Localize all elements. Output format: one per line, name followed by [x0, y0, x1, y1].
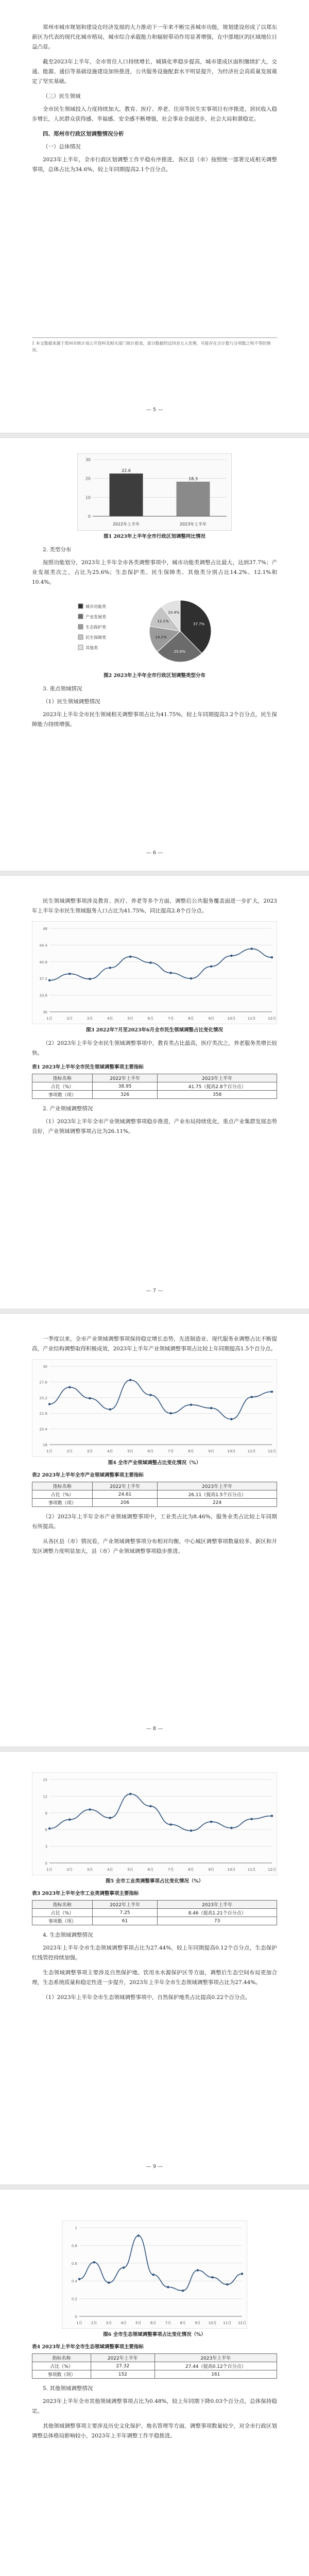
paragraph: 从各区县（市）情况看，产业领域调整事项分布相对均衡，中心城区调整事项数量较多，新区和开发区调整力度明显加大，县（市）产业领域调整事项稳步推进。	[32, 1538, 277, 1554]
table-cell: 224	[158, 1499, 277, 1507]
data-point	[271, 1391, 273, 1393]
data-point	[210, 965, 212, 968]
x-tick-label: 10月	[227, 1016, 236, 1021]
table-header-row	[32, 2354, 277, 2362]
y-tick-label: 27.6	[39, 1380, 47, 1385]
x-tick-label: 2月	[66, 1016, 73, 1021]
table-row	[32, 1917, 277, 1925]
y-tick-label: 48	[43, 927, 47, 931]
x-tick-label: 1月	[46, 1868, 53, 1872]
data-point	[123, 2266, 125, 2268]
x-tick-label: 9月	[208, 1449, 214, 1453]
x-tick-label: 2022年上半年	[112, 522, 140, 527]
data-point	[169, 1823, 171, 1825]
paragraph: 2023年上半年全市生态领域调整事项占比为27.44%，较上年同期提高0.12个百分点，生态保护红线管控持续加强。	[32, 1945, 277, 1961]
table-cell: 152	[91, 2370, 155, 2379]
data-point	[251, 1396, 253, 1398]
data-point	[169, 1412, 171, 1414]
footnote: 1 本文数据来源于郑州市统计局公开资料及相关部门统计报表，部分数据经过四舍五入处理，可能存在合计数与分项数之和不等的情况。	[32, 337, 277, 353]
x-tick-label: 4月	[107, 1016, 113, 1021]
x-tick-label: 3月	[106, 2321, 112, 2325]
page-1	[0, 0, 309, 433]
data-point	[190, 977, 192, 979]
x-tick-label: 1月	[46, 1449, 53, 1453]
table-cell: 24.61	[92, 1490, 157, 1499]
x-tick-label: 10月	[208, 2321, 217, 2325]
x-tick-label: 9月	[195, 2321, 201, 2325]
table-cell: 事项数（项）	[32, 1091, 93, 1099]
page-divider	[0, 1309, 309, 1314]
paragraph: （1）2023年上半年全市产业领域调整事项稳步推进，产业布局持续优化，重点产业集群发展态势良好，产业领域调整事项占比为26.11%。	[32, 1118, 277, 1134]
x-tick-label: 7月	[167, 1868, 174, 1872]
table-cell: 73	[158, 1917, 277, 1925]
x-tick-label: 11月	[223, 2321, 232, 2325]
table-header-cell: 2023年上半年	[158, 1074, 277, 1082]
data-point	[68, 1819, 71, 1821]
data-point	[109, 1817, 111, 1819]
table-header-cell: 2023年上半年	[158, 1901, 277, 1909]
legend-label: 民生保障类	[85, 635, 106, 640]
y-tick-label: 9	[45, 1811, 47, 1816]
data-point	[251, 947, 253, 950]
data-point	[251, 1818, 253, 1820]
y-tick-label: 33.6	[39, 993, 47, 998]
table-header-cell: 2022年上半年	[92, 1074, 157, 1082]
table-row	[32, 2362, 277, 2370]
table-cell: 61	[92, 1917, 157, 1925]
data-point	[149, 1394, 151, 1396]
y-tick-label: 20.4	[39, 1427, 47, 1432]
bar	[177, 482, 210, 516]
table-cell: 38.95	[92, 1082, 157, 1091]
x-tick-label: 1月	[46, 1016, 53, 1021]
subheading: 2. 产业领域调整情况	[43, 1106, 93, 1112]
page-4	[0, 1314, 309, 1747]
subheading: 5. 其他领域调整情况	[43, 2385, 93, 2392]
paragraph: （2）2023年上半年全市民生领域调整事项中，教育类占比最高，医疗类次之，养老服务类增长较快。	[32, 1040, 277, 1056]
legend-label: 其他类	[85, 646, 98, 650]
x-tick-label: 12月	[238, 2321, 246, 2325]
data-point	[210, 1407, 212, 1409]
data-point	[226, 2283, 228, 2285]
table-caption: 表2 2023年上半年全市产业领域调整事项主要指标	[32, 1472, 144, 1478]
chart-caption: 图4 全市产业领域调整占比变化情况（%）	[108, 1460, 201, 1466]
data-point	[138, 2234, 140, 2236]
table-cell: 占比（%）	[32, 1490, 93, 1499]
pie-value-label: 14.2%	[155, 635, 167, 640]
x-tick-label: 12月	[268, 1868, 276, 1872]
pie-value-label: 10.4%	[168, 611, 180, 615]
table-cell: 26.11（提高1.5个百分点）	[158, 1490, 277, 1499]
y-tick-label: 0	[88, 514, 91, 519]
chart-frame	[32, 1772, 277, 1875]
y-tick-label: 0	[75, 2315, 77, 2319]
y-tick-label: 20	[85, 476, 91, 481]
table-row	[32, 2370, 277, 2379]
pie-value-label: 12.1%	[157, 619, 169, 624]
data-point	[230, 1827, 232, 1829]
data-point	[108, 2281, 110, 2283]
table-cell: 358	[158, 1091, 277, 1099]
page-divider	[0, 2184, 309, 2190]
x-tick-label: 2月	[66, 1449, 73, 1453]
data-point	[241, 2273, 243, 2275]
x-tick-label: 8月	[188, 1868, 194, 1872]
table-header-cell: 2022年上半年	[92, 1901, 157, 1909]
table-header-cell: 指标名称	[32, 2354, 91, 2362]
data-point	[210, 1821, 212, 1823]
x-tick-label: 4月	[107, 1868, 113, 1872]
legend-swatch	[78, 614, 83, 619]
data-point	[149, 1805, 151, 1807]
table-cell: 27.32	[91, 2362, 155, 2370]
subheading: 2. 类型分布	[43, 547, 72, 553]
table-caption: 表1 2023年上半年全市民生领域调整事项主要指标	[32, 1064, 144, 1070]
paragraph: （1）2023年上半年全市生态领域调整事项中，自然保护地类占比提高0.22个百分点。	[43, 1994, 251, 2001]
bar	[110, 473, 143, 516]
page-6	[0, 2190, 309, 2576]
x-tick-label: 5月	[127, 1449, 133, 1453]
table-cell: 占比（%）	[32, 2362, 91, 2370]
table-header-cell: 指标名称	[32, 1074, 93, 1082]
x-tick-label: 2月	[66, 1868, 73, 1872]
x-tick-label: 6月	[147, 1016, 154, 1021]
x-tick-label: 10月	[227, 1868, 236, 1872]
x-tick-label: 3月	[87, 1016, 93, 1021]
page-number: — 7 —	[146, 1288, 163, 1294]
table-cell: 206	[92, 1499, 157, 1507]
y-tick-label: 6	[45, 1828, 47, 1833]
table-cell: 占比（%）	[32, 1082, 93, 1091]
table-cell: 161	[154, 2370, 277, 2379]
bar-value-label: 18.3	[188, 476, 198, 481]
page-divider	[0, 1747, 309, 1752]
y-tick-label: 0	[45, 1861, 47, 1866]
data-point	[230, 1418, 232, 1420]
y-tick-label: 0.4	[71, 2279, 77, 2284]
table-header-cell: 2023年上半年	[154, 2354, 277, 2362]
x-tick-label: 7月	[167, 1016, 174, 1021]
table-cell: 41.75（提高2.8个百分点）	[158, 1082, 277, 1091]
x-tick-label: 4月	[107, 1449, 113, 1453]
paragraph: 2023年上半年，全市行政区划调整工作平稳有序推进，各区县（市）按照统一部署完成相关调整事项，总体占比为34.6%，较上年同期提高2.1个百分点。	[32, 157, 277, 173]
table-cell: 事项数（项）	[32, 1499, 93, 1507]
chart-caption: 图1 2023年上半年全市行政区划调整同比情况	[104, 534, 205, 539]
data-point	[190, 1404, 192, 1406]
x-tick-label: 9月	[208, 1016, 214, 1021]
y-tick-label: 25.2	[39, 1396, 47, 1400]
data-point	[211, 2276, 213, 2278]
data-point	[230, 955, 232, 957]
data-table	[32, 1482, 277, 1507]
table-cell: 事项数（项）	[32, 1917, 93, 1925]
y-tick-label: 30	[85, 457, 91, 462]
data-point	[129, 956, 131, 958]
table-row	[32, 1091, 277, 1099]
y-tick-label: 40.8	[39, 960, 47, 964]
page-number: — 8 —	[146, 1726, 163, 1732]
y-tick-label: 0.8	[71, 2244, 77, 2248]
table-caption: 表3 2023年上半年全市工业类调整事项主要指标	[32, 1891, 139, 1896]
x-tick-label: 6月	[147, 1449, 154, 1453]
y-tick-label: 30	[43, 1365, 47, 1369]
section-heading: 四、郑州市行政区划调整情况分析	[43, 131, 124, 137]
data-point	[93, 2261, 95, 2263]
page-divider	[0, 871, 309, 876]
chart-caption: 图5 全市工业类调整事项占比变化情况（%）	[106, 1878, 203, 1884]
legend-label: 城市功能类	[85, 604, 106, 609]
table-row	[32, 1909, 277, 1917]
page-3	[0, 876, 309, 1309]
subheading: （三）民生领域	[43, 93, 81, 99]
data-point	[129, 1793, 131, 1795]
table-cell: 8.46（提高1.21个百分点）	[158, 1909, 277, 1917]
line-chart	[32, 1772, 277, 1875]
table-row	[32, 1499, 277, 1507]
x-tick-label: 9月	[208, 1868, 214, 1872]
x-tick-label: 2023年上半年	[179, 522, 207, 527]
table-cell: 占比（%）	[32, 1909, 93, 1917]
y-tick-label: 18	[43, 1443, 47, 1447]
x-tick-label: 7月	[167, 1449, 174, 1453]
x-tick-label: 11月	[247, 1449, 256, 1453]
y-tick-label: 37.2	[39, 977, 47, 981]
paragraph: 一季度以来，全市产业领域调整事项保持稳定增长态势，先进制造业、现代服务业调整占比不断提高，产业结构调整取得积极成效，2023年上半年产业领域调整事项占比较上年同期提高1.5个百分点。	[32, 1336, 277, 1352]
data-point	[109, 1408, 111, 1410]
x-tick-label: 11月	[247, 1868, 256, 1872]
x-tick-label: 2月	[91, 2321, 97, 2325]
table-row	[32, 1490, 277, 1499]
y-tick-label: 0.2	[71, 2297, 77, 2301]
paragraph: 截至2023年上半年，全市常住人口持续增长，城镇化率稳步提高，城市建成区面积继续扩大，交通、能源、通信等基础设施建设加快推进，公共服务设施配套水平明显提升，为经济社会高质量发展奠定了坚实基础。	[32, 59, 277, 84]
y-tick-label: 10	[85, 495, 91, 500]
data-point	[190, 1829, 192, 1832]
y-tick-label: 15	[43, 1778, 47, 1782]
paragraph: （2）2023年上半年全市产业领域调整事项中，工业类占比为8.46%，服务业类占比较上年同期有所提高。	[32, 1514, 277, 1530]
line-chart	[32, 1359, 277, 1457]
paragraph: 郑州市城市规划和建设在经济发展的大力推动下一年来不断完善城市功能，规划建设形成了以郑东新区为代表的现代化城市格局，城市综合承载能力和辐射带动作用显著增强，在中部地区的区域地位日益凸显。	[32, 24, 277, 50]
legend-label: 生态保护类	[85, 625, 106, 630]
subheading: （1）民生领域调整情况	[43, 699, 100, 705]
chart-caption: 图6 全市生态领域调整事项占比变化情况（%）	[103, 2332, 206, 2337]
page-2	[0, 438, 309, 871]
x-tick-label: 12月	[268, 1449, 276, 1453]
x-tick-label: 5月	[135, 2321, 142, 2325]
page-divider	[0, 433, 309, 438]
x-tick-label: 6月	[150, 2321, 157, 2325]
x-tick-label: 5月	[127, 1868, 133, 1872]
data-table	[32, 2353, 277, 2379]
table-header-cell: 2023年上半年	[158, 1482, 277, 1490]
chart-frame	[32, 921, 277, 1024]
data-point	[78, 2278, 80, 2280]
y-tick-label: 30	[43, 1010, 47, 1014]
data-point	[169, 972, 171, 974]
data-point	[48, 1827, 50, 1829]
subheading: 4. 生态领域调整情况	[43, 1932, 93, 1938]
paragraph: 2023年上半年全市民生领域相关调整事项占比为41.75%，较上年同期提高3.2个百分点，民生保障能力持续增强。	[32, 711, 277, 727]
legend-swatch	[78, 624, 83, 629]
x-tick-label: 4月	[121, 2321, 127, 2325]
x-tick-label: 3月	[87, 1449, 93, 1453]
x-tick-label: 1月	[76, 2321, 82, 2325]
subheading: 3. 重点领域情况	[43, 686, 82, 692]
pie-value-label: 25.6%	[174, 649, 185, 654]
paragraph: 生态领域调整事项主要涉及自然保护地、饮用水水源保护区等方面，调整后生态空间布局更加合理，生态系统质量和稳定性进一步提升，2023年上半年全市生态领域调整事项占比为27.44%。	[32, 1970, 277, 1986]
table-caption: 表4 2023年上半年全市生态领域调整事项主要指标	[32, 2344, 144, 2350]
page-number: — 5 —	[146, 407, 163, 413]
paragraph: 全市民生领域投入力度持续加大，教育、医疗、养老、住房等民生实事项目有序推进，居民收入稳步增长，人民群众获得感、幸福感、安全感不断增强，社会事业全面进步，社会大局和谐稳定。	[32, 106, 277, 122]
subheading: （一）总体情况	[43, 144, 81, 150]
table-header-row	[32, 1482, 277, 1490]
x-tick-label: 8月	[188, 1449, 194, 1453]
paragraph: 其他领域调整事项主要涉及历史文化保护、地名管理等方面，调整事项数量较少，对全市行政区划调整总体格局影响较小，2023年上半年调整工作平稳推进。	[32, 2423, 277, 2439]
x-tick-label: 6月	[147, 1868, 154, 1872]
data-point	[152, 2274, 154, 2276]
legend-swatch	[78, 645, 83, 650]
x-tick-label: 8月	[180, 2321, 186, 2325]
table-cell: 326	[92, 1091, 157, 1099]
x-tick-label: 8月	[188, 1016, 194, 1021]
table-cell: 7.25	[92, 1909, 157, 1917]
pie-value-label: 37.7%	[193, 622, 205, 626]
data-point	[167, 2286, 169, 2288]
page-number: — 6 —	[146, 850, 163, 856]
table-row	[32, 1082, 277, 1091]
data-point	[109, 967, 111, 969]
table-header-cell: 2022年上半年	[91, 2354, 155, 2362]
data-point	[129, 1379, 131, 1381]
line-chart	[62, 2221, 247, 2329]
data-point	[182, 2290, 184, 2292]
x-tick-label: 11月	[247, 1016, 256, 1021]
data-point	[271, 956, 273, 958]
table-header-row	[32, 1901, 277, 1909]
data-point	[48, 979, 50, 981]
x-tick-label: 5月	[127, 1016, 133, 1021]
paragraph: 按照功能划分，2023年上半年全市各类调整事项中，城市功能类调整占比最大，达到37.7%；产业发展类次之，占比为25.6%；生态保护类、民生保障类、其他类分别占比14.2%、12.1%和10.4%。	[32, 560, 277, 585]
line-chart	[32, 921, 277, 1024]
y-tick-label: 44.4	[39, 943, 47, 948]
x-tick-label: 12月	[268, 1016, 276, 1021]
page-5	[0, 1752, 309, 2184]
data-table	[32, 1074, 277, 1099]
table-header-cell: 指标名称	[32, 1901, 93, 1909]
y-tick-label: 3	[45, 1844, 47, 1849]
table-header-cell: 指标名称	[32, 1482, 93, 1490]
x-tick-label: 7月	[165, 2321, 171, 2325]
bar-value-label: 22.6	[122, 468, 131, 473]
legend-label: 产业发展类	[85, 615, 106, 619]
table-header-cell: 2022年上半年	[92, 1482, 157, 1490]
legend-swatch	[78, 635, 83, 639]
pie-chart	[72, 592, 237, 670]
data-point	[68, 973, 71, 975]
page-number: — 9 —	[146, 2164, 163, 2170]
paragraph: 民生领域调整事项涉及教育、医疗、养老等多个方面，调整后公共服务覆盖面进一步扩大，2023年上半年全市民生领域服务人口占比为41.75%，同比提高2.8个百分点。	[32, 898, 277, 914]
data-table	[32, 1900, 277, 1925]
data-point	[89, 1808, 91, 1810]
chart-caption: 图3 2022年7月至2023年6月全市民生领域调整占比变化情况	[85, 1027, 224, 1033]
bar-chart	[77, 453, 232, 531]
data-point	[197, 2269, 199, 2271]
table-cell: 事项数（项）	[32, 2370, 91, 2379]
data-point	[48, 1403, 50, 1405]
y-tick-label: 22.8	[39, 1412, 47, 1416]
y-tick-label: 0.6	[71, 2261, 77, 2266]
y-tick-label: 1	[75, 2226, 77, 2230]
paragraph: 2023年上半年全市其他领域调整事项占比为0.48%，较上年同期下降0.03个百分点，总体保持稳定。	[32, 2398, 277, 2414]
data-point	[89, 978, 91, 980]
x-tick-label: 10月	[227, 1449, 236, 1453]
x-tick-label: 3月	[87, 1868, 93, 1872]
data-point	[89, 1397, 91, 1399]
chart-caption: 图2 2023年上半年全市行政区划调整类型分布	[104, 673, 205, 679]
y-tick-label: 12	[43, 1794, 47, 1799]
table-cell: 27.44（提高0.12个百分点）	[154, 2362, 277, 2370]
data-point	[271, 1815, 273, 1817]
legend-swatch	[78, 604, 83, 608]
data-point	[149, 961, 151, 963]
table-header-row	[32, 1074, 277, 1082]
data-point	[68, 1386, 71, 1388]
chart-frame	[32, 1359, 277, 1457]
